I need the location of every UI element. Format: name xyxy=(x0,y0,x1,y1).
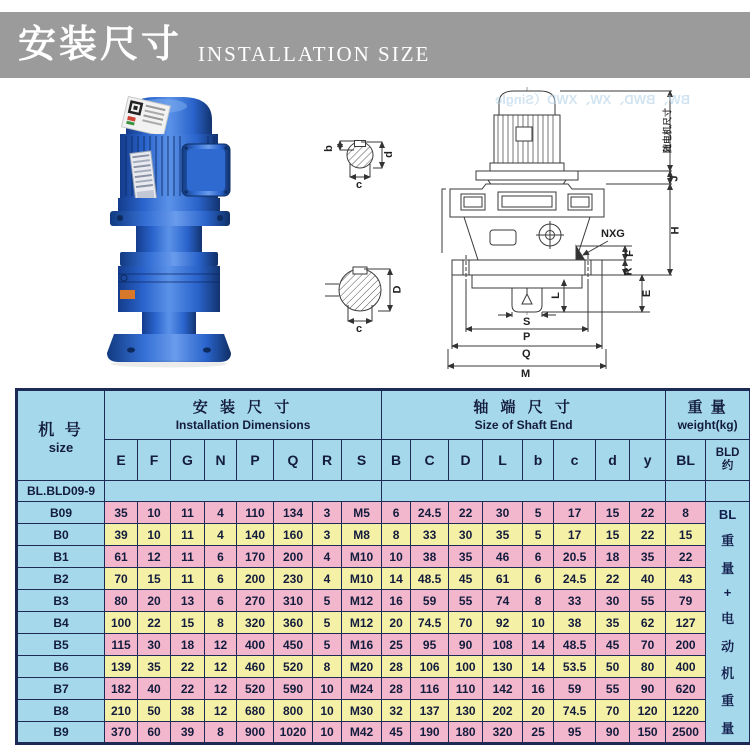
col-b: b xyxy=(523,440,554,481)
table-cell: 4 xyxy=(313,546,342,568)
table-cell: 10 xyxy=(313,700,342,722)
table-cell: 3 xyxy=(313,502,342,524)
table-cell: 22 xyxy=(449,502,483,524)
table-cell: 90 xyxy=(596,722,630,744)
table-cell: 11 xyxy=(171,502,205,524)
table-cell: 35 xyxy=(483,524,523,546)
table-cell: 8 xyxy=(523,590,554,612)
table-cell: 25 xyxy=(382,634,411,656)
table-row xyxy=(17,634,750,656)
table-cell: M24 xyxy=(342,678,382,700)
table-cell: 400 xyxy=(237,634,274,656)
table-cell: 17 xyxy=(554,502,596,524)
row-label: B6 xyxy=(17,656,105,678)
table-row xyxy=(17,590,750,612)
table-cell: 100 xyxy=(449,656,483,678)
group-en: Size of Shaft End xyxy=(474,418,573,433)
table-cell: 80 xyxy=(105,590,138,612)
table-cell: 120 xyxy=(630,700,666,722)
row-label: B2 xyxy=(17,568,105,590)
col-c: c xyxy=(554,440,596,481)
table-cell: 5 xyxy=(523,524,554,546)
table-cell: M16 xyxy=(342,634,382,656)
dim-label-q: Q xyxy=(522,348,531,360)
table-cell: 28 xyxy=(382,678,411,700)
table-cell: 70 xyxy=(596,700,630,722)
dim-label-e: E xyxy=(641,289,654,298)
col-BLD-line2: 约 xyxy=(721,460,734,472)
table-cell: 4 xyxy=(205,524,237,546)
row-label: B09 xyxy=(17,502,105,524)
table-cell: 13 xyxy=(171,590,205,612)
installation-size-table xyxy=(15,388,750,745)
table-cell: 24.5 xyxy=(554,568,596,590)
table-cell: 10 xyxy=(138,524,171,546)
table-cell: 22 xyxy=(171,678,205,700)
row-label: B1 xyxy=(17,546,105,568)
table-cell: 40 xyxy=(630,568,666,590)
table-group-header-row xyxy=(17,390,750,440)
table-cell: 38 xyxy=(554,612,596,634)
table-cell: 45 xyxy=(449,568,483,590)
table-cell: 202 xyxy=(483,700,523,722)
table-cell: 460 xyxy=(237,656,274,678)
dim-label-c2: c xyxy=(356,323,363,335)
table-cell: 12 xyxy=(138,546,171,568)
section-title-en: INSTALLATION SIZE xyxy=(198,41,431,66)
table-cell: 80 xyxy=(630,656,666,678)
table-cell: 6 xyxy=(205,546,237,568)
dim-label-p: P xyxy=(523,331,531,343)
col-E: E xyxy=(105,440,138,481)
table-cell: 142 xyxy=(483,678,523,700)
table-cell: 106 xyxy=(411,656,449,678)
group-shaft-end xyxy=(382,390,666,440)
col-B: B xyxy=(382,440,411,481)
table-cell: 45 xyxy=(596,634,630,656)
table-cell: 6 xyxy=(382,502,411,524)
col-N: N xyxy=(205,440,237,481)
table-cell: 10 xyxy=(138,502,171,524)
table-cell: 10 xyxy=(313,722,342,744)
table-cell: 360 xyxy=(274,612,313,634)
row-label: B8 xyxy=(17,700,105,722)
dim-label-nxg: NXG xyxy=(601,228,625,240)
table-cell: 70 xyxy=(630,634,666,656)
table-cell: 6 xyxy=(205,568,237,590)
table-cell: 35 xyxy=(138,656,171,678)
table-row xyxy=(17,612,750,634)
table-cell: 24.5 xyxy=(411,502,449,524)
corner-cn: 机 号 xyxy=(38,421,84,439)
table-cell: 6 xyxy=(523,546,554,568)
table-subheader-row xyxy=(17,440,750,481)
table-cell: 25 xyxy=(523,722,554,744)
table-cell: 230 xyxy=(274,568,313,590)
table-cell: 115 xyxy=(105,634,138,656)
table-cell: 270 xyxy=(237,590,274,612)
table-cell: 62 xyxy=(630,612,666,634)
table-cell: 450 xyxy=(274,634,313,656)
table-cell: 116 xyxy=(411,678,449,700)
table-cell: 90 xyxy=(449,634,483,656)
table-cell: 127 xyxy=(666,612,706,634)
col-BLD xyxy=(706,440,750,481)
table-cell: 5 xyxy=(313,590,342,612)
col-BLD-line1: BLD xyxy=(715,446,740,459)
table-row xyxy=(17,700,750,722)
table-cell: 18 xyxy=(596,546,630,568)
table-corner-cell xyxy=(17,390,105,481)
series-row-empty xyxy=(666,481,706,502)
table-cell: 15 xyxy=(596,502,630,524)
table-cell: 38 xyxy=(411,546,449,568)
gearmotor-photo-art xyxy=(106,92,246,370)
table-cell: 74 xyxy=(483,590,523,612)
table-cell: 8 xyxy=(205,722,237,744)
table-cell: 11 xyxy=(171,524,205,546)
table-cell: M20 xyxy=(342,656,382,678)
table-cell: 90 xyxy=(630,678,666,700)
table-cell: 59 xyxy=(554,678,596,700)
table-row xyxy=(17,524,750,546)
table-cell: 800 xyxy=(274,700,313,722)
table-cell: 4 xyxy=(313,568,342,590)
col-S: S xyxy=(342,440,382,481)
table-cell: 15 xyxy=(666,524,706,546)
series-row-label: BL.BLD09-9 xyxy=(17,481,105,502)
table-cell: 10 xyxy=(313,678,342,700)
table-cell: 17 xyxy=(554,524,596,546)
table-cell: 8 xyxy=(382,524,411,546)
table-cell: 30 xyxy=(483,502,523,524)
technical-drawing xyxy=(320,83,745,385)
table-cell: 200 xyxy=(274,546,313,568)
dim-label-D: D xyxy=(391,285,404,294)
dim-label-r: R xyxy=(622,267,635,276)
table-cell: 1020 xyxy=(274,722,313,744)
series-row-empty xyxy=(706,481,750,502)
col-P: P xyxy=(237,440,274,481)
table-cell: 48.5 xyxy=(411,568,449,590)
table-cell: 40 xyxy=(138,678,171,700)
table-cell: 200 xyxy=(237,568,274,590)
series-row-empty xyxy=(105,481,382,502)
table-cell: 14 xyxy=(523,656,554,678)
table-cell: 4 xyxy=(205,502,237,524)
table-cell: 35 xyxy=(630,546,666,568)
table-cell: 22 xyxy=(596,568,630,590)
table-cell: 15 xyxy=(171,612,205,634)
table-cell: 50 xyxy=(596,656,630,678)
table-cell: 108 xyxy=(483,634,523,656)
table-cell: 5 xyxy=(313,634,342,656)
table-cell: 30 xyxy=(138,634,171,656)
table-cell: 134 xyxy=(274,502,313,524)
table-cell: 130 xyxy=(483,656,523,678)
corner-en: size xyxy=(48,439,74,455)
table-cell: 55 xyxy=(449,590,483,612)
table-cell: 33 xyxy=(554,590,596,612)
col-R: R xyxy=(313,440,342,481)
section-title-cn: 安装尺寸 xyxy=(18,24,183,66)
table-cell: 43 xyxy=(666,568,706,590)
dim-label-motor: 随电机尺寸 xyxy=(662,108,673,154)
row-label: B0 xyxy=(17,524,105,546)
table-cell: 46 xyxy=(483,546,523,568)
row-label: B7 xyxy=(17,678,105,700)
table-cell: M12 xyxy=(342,612,382,634)
table-cell: 28 xyxy=(382,656,411,678)
table-cell: 55 xyxy=(630,590,666,612)
table-cell: M42 xyxy=(342,722,382,744)
table-row xyxy=(17,678,750,700)
table-row xyxy=(17,502,750,524)
table-cell: 140 xyxy=(237,524,274,546)
table-cell: 35 xyxy=(105,502,138,524)
table-cell: 20 xyxy=(138,590,171,612)
table-cell: 70 xyxy=(105,568,138,590)
dim-label-d: d xyxy=(382,151,395,158)
group-installation-dimensions xyxy=(105,390,382,440)
table-cell: 12 xyxy=(205,700,237,722)
table-cell: 12 xyxy=(205,678,237,700)
table-cell: 22 xyxy=(666,546,706,568)
table-cell: 20 xyxy=(382,612,411,634)
table-cell: 900 xyxy=(237,722,274,744)
table-cell: 8 xyxy=(205,612,237,634)
table-cell: 22 xyxy=(171,656,205,678)
table-cell: 3 xyxy=(313,524,342,546)
group-en: weight(kg) xyxy=(677,418,738,433)
table-cell: 110 xyxy=(237,502,274,524)
table-cell: 20.5 xyxy=(554,546,596,568)
table-cell: 320 xyxy=(237,612,274,634)
dim-label-s: S xyxy=(523,316,531,328)
table-cell: 1220 xyxy=(666,700,706,722)
dim-label-l: L xyxy=(549,292,562,299)
table-cell: 8 xyxy=(313,656,342,678)
row-label: B4 xyxy=(17,612,105,634)
table-row xyxy=(17,722,750,744)
col-d: d xyxy=(596,440,630,481)
dim-label-h: H xyxy=(669,226,682,235)
table-row xyxy=(17,568,750,590)
table-cell: 38 xyxy=(171,700,205,722)
table-cell: 130 xyxy=(449,700,483,722)
dim-label-f: F xyxy=(623,250,636,257)
weight-note-cell xyxy=(706,502,750,744)
table-cell: 12 xyxy=(205,656,237,678)
dim-label-c: c xyxy=(356,179,363,191)
table-cell: 400 xyxy=(666,656,706,678)
table-cell: M10 xyxy=(342,568,382,590)
table-cell: 61 xyxy=(105,546,138,568)
table-row xyxy=(17,656,750,678)
table-cell: 5 xyxy=(313,612,342,634)
row-label: B3 xyxy=(17,590,105,612)
table-cell: 33 xyxy=(411,524,449,546)
table-cell: 137 xyxy=(411,700,449,722)
table-cell: 100 xyxy=(105,612,138,634)
table-cell: 15 xyxy=(138,568,171,590)
table-cell: M5 xyxy=(342,502,382,524)
table-cell: 22 xyxy=(630,502,666,524)
table-cell: 11 xyxy=(171,568,205,590)
table-cell: 8 xyxy=(666,502,706,524)
table-cell: 30 xyxy=(596,590,630,612)
table-cell: 50 xyxy=(138,700,171,722)
dim-label-b: b xyxy=(322,145,335,152)
table-cell: 170 xyxy=(237,546,274,568)
col-L: L xyxy=(483,440,523,481)
series-row-empty xyxy=(382,481,666,502)
table-cell: 370 xyxy=(105,722,138,744)
dim-label-j: J xyxy=(668,175,681,182)
dim-label-m: M xyxy=(521,368,531,380)
col-C: C xyxy=(411,440,449,481)
group-en: Installation Dimensions xyxy=(175,418,311,433)
table-cell: 520 xyxy=(237,678,274,700)
table-cell: 22 xyxy=(630,524,666,546)
table-cell: 182 xyxy=(105,678,138,700)
table-cell: 60 xyxy=(138,722,171,744)
table-cell: 32 xyxy=(382,700,411,722)
table-cell: 6 xyxy=(523,568,554,590)
table-cell: 18 xyxy=(171,634,205,656)
row-label: B9 xyxy=(17,722,105,744)
table-cell: 74.5 xyxy=(554,700,596,722)
table-cell: 14 xyxy=(523,634,554,656)
group-cn: 轴 端 尺 寸 xyxy=(473,399,574,417)
col-Q: Q xyxy=(274,440,313,481)
group-weight xyxy=(666,390,750,440)
table-cell: M8 xyxy=(342,524,382,546)
table-cell: 39 xyxy=(105,524,138,546)
table-cell: 2500 xyxy=(666,722,706,744)
table-cell: 5 xyxy=(523,502,554,524)
table-cell: 14 xyxy=(382,568,411,590)
table-cell: 16 xyxy=(523,678,554,700)
table-cell: 10 xyxy=(523,612,554,634)
table-cell: M10 xyxy=(342,546,382,568)
table-cell: 210 xyxy=(105,700,138,722)
table-cell: 55 xyxy=(596,678,630,700)
weight-note-text: BL 重 量 + 电 动 机 重 量 xyxy=(718,507,737,736)
col-y: y xyxy=(630,440,666,481)
table-cell: 95 xyxy=(411,634,449,656)
table-cell: 160 xyxy=(274,524,313,546)
table-cell: 39 xyxy=(171,722,205,744)
table-cell: 45 xyxy=(382,722,411,744)
table-cell: 70 xyxy=(449,612,483,634)
group-cn: 重 量 xyxy=(687,399,728,417)
product-photo xyxy=(106,92,246,370)
table-cell: 12 xyxy=(205,634,237,656)
drawing-watermark: BW、BWD、XW、XWD（Single xyxy=(495,92,690,107)
table-cell: 139 xyxy=(105,656,138,678)
col-D: D xyxy=(449,440,483,481)
table-cell: 74.5 xyxy=(411,612,449,634)
table-cell: 180 xyxy=(449,722,483,744)
table-cell: 53.5 xyxy=(554,656,596,678)
table-cell: 22 xyxy=(138,612,171,634)
table-cell: 30 xyxy=(449,524,483,546)
section-header-bar xyxy=(0,12,750,78)
table-cell: M12 xyxy=(342,590,382,612)
table-cell: 320 xyxy=(483,722,523,744)
table-cell: 16 xyxy=(382,590,411,612)
table-cell: 680 xyxy=(237,700,274,722)
table-cell: 35 xyxy=(596,612,630,634)
col-G: G xyxy=(171,440,205,481)
table-cell: 620 xyxy=(666,678,706,700)
table-cell: 48.5 xyxy=(554,634,596,656)
table-cell: 20 xyxy=(523,700,554,722)
table-cell: 92 xyxy=(483,612,523,634)
table-cell: 95 xyxy=(554,722,596,744)
series-row xyxy=(17,481,750,502)
table-cell: 10 xyxy=(382,546,411,568)
table-cell: 35 xyxy=(449,546,483,568)
table-cell: M30 xyxy=(342,700,382,722)
table-cell: 590 xyxy=(274,678,313,700)
table-cell: 150 xyxy=(630,722,666,744)
row-label: B5 xyxy=(17,634,105,656)
table-cell: 110 xyxy=(449,678,483,700)
table-cell: 520 xyxy=(274,656,313,678)
table-cell: 59 xyxy=(411,590,449,612)
col-BL: BL xyxy=(666,440,706,481)
table-row xyxy=(17,546,750,568)
table-cell: 61 xyxy=(483,568,523,590)
table-cell: 190 xyxy=(411,722,449,744)
table-cell: 200 xyxy=(666,634,706,656)
table-cell: 6 xyxy=(205,590,237,612)
table-cell: 310 xyxy=(274,590,313,612)
group-cn: 安 装 尺 寸 xyxy=(192,399,294,417)
table-cell: 79 xyxy=(666,590,706,612)
col-F: F xyxy=(138,440,171,481)
table-cell: 15 xyxy=(596,524,630,546)
table-cell: 11 xyxy=(171,546,205,568)
